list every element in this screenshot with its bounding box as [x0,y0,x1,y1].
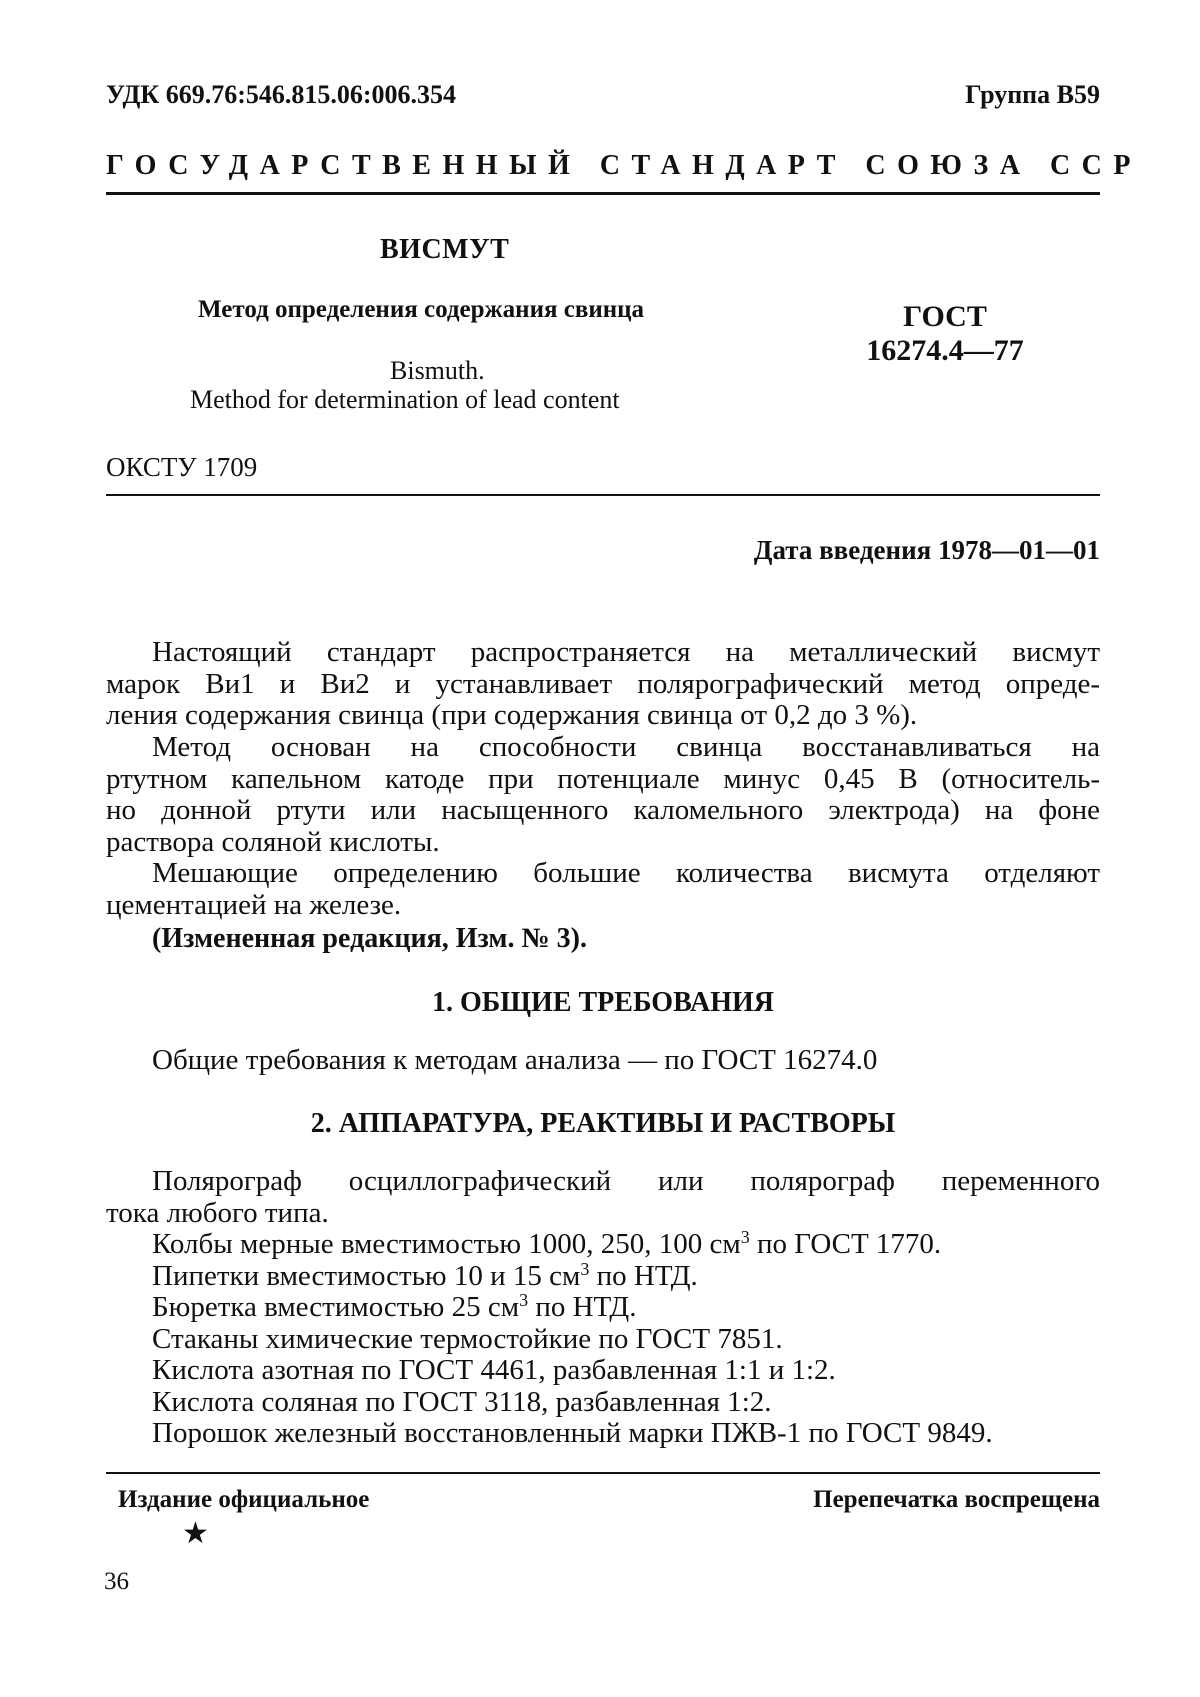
list-item: Кислота соляная по ГОСТ 3118, разбавленная 1:2. [152,1385,772,1418]
paragraph-polarograph: Полярограф осциллографический или полярограф переменного тока любого типа. [106,1165,1100,1229]
list-item: Стаканы химические термостойкие по ГОСТ 7851. [152,1322,783,1355]
official-edition-label: Издание официальное [118,1486,370,1513]
paragraph-method: Метод основан на способности свинца восстанавливаться на ртутном капельном катоде при потенциале минус 0,45 В (относитель- но донной ртути или насыщенного каломельного электрода) на фоне раствора соляной кислоты. [106,731,1100,858]
document-title: ВИСМУТ [380,234,510,265]
english-title-line2: Method for determination of lead content [190,385,620,414]
state-standard-banner: ГОСУДАРСТВЕННЫЙ СТАНДАРТ СОЮЗА ССР [106,150,1142,181]
document-subtitle: Метод определения содержания свинца [198,296,645,323]
footer-rule [106,1472,1100,1474]
introduction-date: Дата введения 1978—01—01 [753,535,1100,565]
paragraph-interference: Мешающие определению большие количества висмута отделяют цементацией на железе. [106,857,1100,921]
section-2-heading: 2. АППАРАТУРА, РЕАКТИВЫ И РАСТВОРЫ [310,1108,896,1139]
equipment-list [152,1229,1100,1450]
section-1-heading: 1. ОБЩИЕ ТРЕБОВАНИЯ [432,987,774,1018]
section-1-text: Общие требования к методам анализа — по ГОСТ 16274.0 [152,1044,878,1076]
amendment-note: (Измененная редакция, Изм. № 3). [152,923,587,954]
list-item: Колбы мерные вместимостью 1000, 250, 100 $см^3$ по ГОСТ 1770. [152,1227,942,1260]
header-rule [106,192,1100,195]
english-title-line1: Bismuth. [390,356,485,385]
gost-number: 16274.4—77 [866,334,1024,367]
okstu-rule [106,494,1100,496]
list-item: Бюретка вместимостью 25 $см^3$ по НТД. [152,1290,637,1323]
star-icon: ★ [182,1517,209,1550]
udk-code: УДК 669.76:546.815.06:006.354 [106,80,457,109]
paragraph-scope: Настоящий стандарт распространяется на металлический висмут марок Ви1 и Ви2 и устанавливает полярографический метод опреде- ления содержания свинца (при содержания свинца от 0,2 до 3 %). [106,636,1100,731]
list-item: Порошок железный восстановленный марки ПЖВ-1 по ГОСТ 9849. [152,1417,993,1449]
group-code: Группа В59 [965,80,1100,109]
list-item: Кислота азотная по ГОСТ 4461, разбавленная 1:1 и 1:2. [152,1354,836,1386]
page-number: 36 [104,1568,129,1595]
reprint-prohibited-label: Перепечатка воспрещена [813,1486,1100,1513]
gost-label: ГОСТ [903,300,987,333]
list-item: Пипетки вместимостью 10 и 15 $см^3$ по НТД. [152,1258,698,1292]
okstu-code: ОКСТУ 1709 [106,452,258,482]
